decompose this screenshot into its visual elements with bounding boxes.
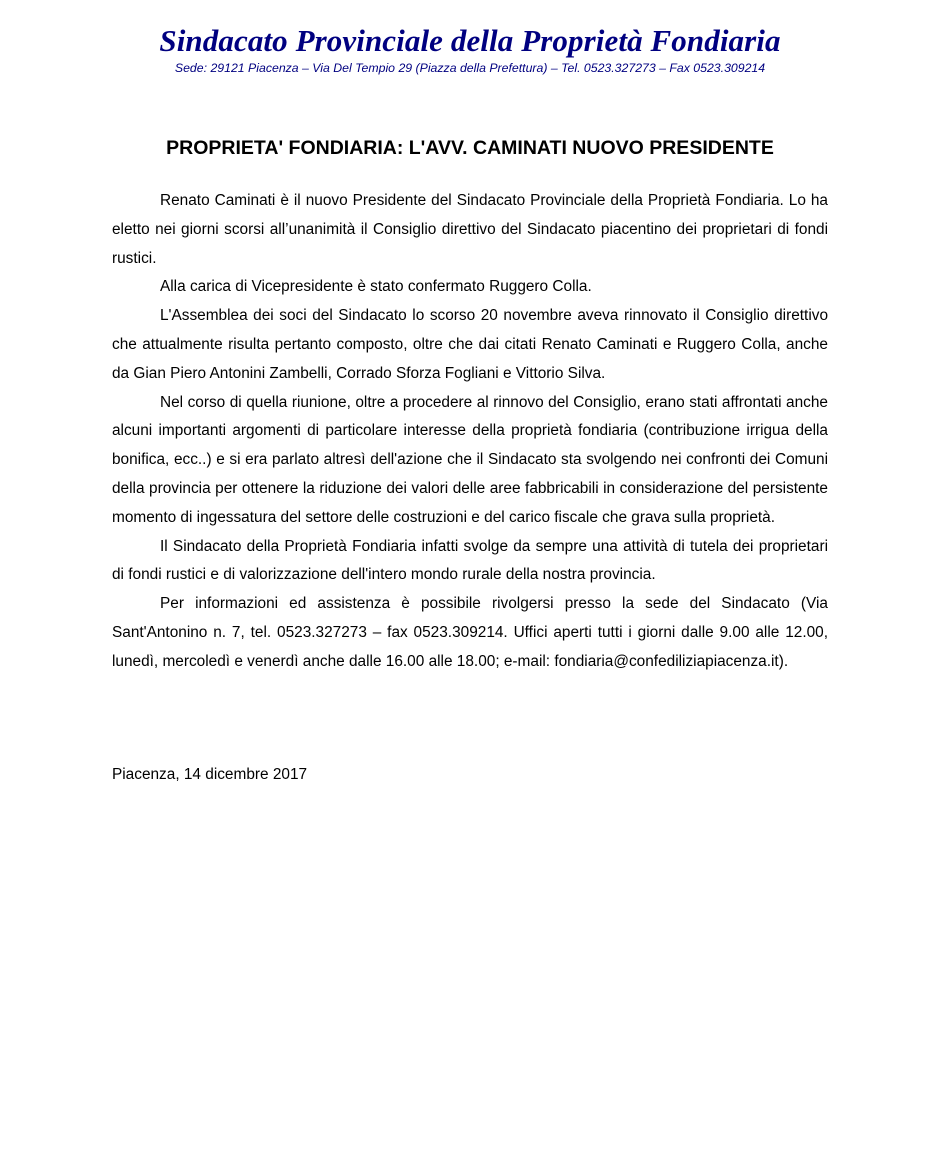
paragraph: Renato Caminati è il nuovo Presidente del Sindacato Provinciale della Proprietà Fondiaria. Lo ha eletto nei giorni scorsi all’unanimità il Consiglio direttivo del Sindacato piacentino dei proprietari di fondi rustici. bbox=[112, 192, 828, 267]
document-body bbox=[112, 187, 828, 677]
organization-name: Sindacato Provinciale della Proprietà Fondiaria bbox=[159, 23, 781, 58]
paragraph: Nel corso di quella riunione, oltre a procedere al rinnovo del Consiglio, erano stati affrontati anche alcuni importanti argomenti di particolare interesse della proprietà fondiaria (contribuzione irrigua della bonifica, ecc..) e si era parlato altresì dell'azione che il Sindacato sta svolgendo nei confronti dei Comuni della provincia per ottenere la riduzione dei valori delle aree fabbricabili in considerazione del persistente momento di ingessatura del settore delle costruzioni e del carico fiscale che grava sulla proprietà. bbox=[112, 393, 828, 526]
paragraph: Per informazioni ed assistenza è possibile rivolgersi presso la sede del Sindacato (Via Sant'Antonino n. 7, tel. 0523.327273 – fax 0523.309214. Uffici aperti tutti i giorni dalle 9.00 alle 12.00, lunedì, mercoledì e venerdì anche dalle 16.00 alle 18.00; e-mail: fondiaria@confediliziapiacenza.it). bbox=[112, 595, 828, 670]
place-date-signoff: Piacenza, 14 dicembre 2017 bbox=[112, 766, 308, 783]
paragraph: L'Assemblea dei soci del Sindacato lo scorso 20 novembre aveva rinnovato il Consiglio direttivo che attualmente risulta pertanto composto, oltre che dai citati Renato Caminati e Ruggero Colla, anche da Gian Piero Antonini Zambelli, Corrado Sforza Fogliani e Vittorio Silva. bbox=[112, 307, 828, 382]
letterhead bbox=[0, 22, 940, 76]
organization-address: Sede: 29121 Piacenza – Via Del Tempio 29 (Piazza della Prefettura) – Tel. 0523.327273 – Fax 0523.309214 bbox=[174, 61, 766, 75]
paragraph: Il Sindacato della Proprietà Fondiaria infatti svolge da sempre una attività di tutela dei proprietari di fondi rustici e di valorizzazione dell'intero mondo rurale della nostra provincia. bbox=[112, 537, 828, 584]
paragraph: Alla carica di Vicepresidente è stato confermato Ruggero Colla. bbox=[160, 278, 592, 296]
document-title: PROPRIETA' FONDIARIA: L'AVV. CAMINATI NUOVO PRESIDENTE bbox=[166, 137, 774, 159]
